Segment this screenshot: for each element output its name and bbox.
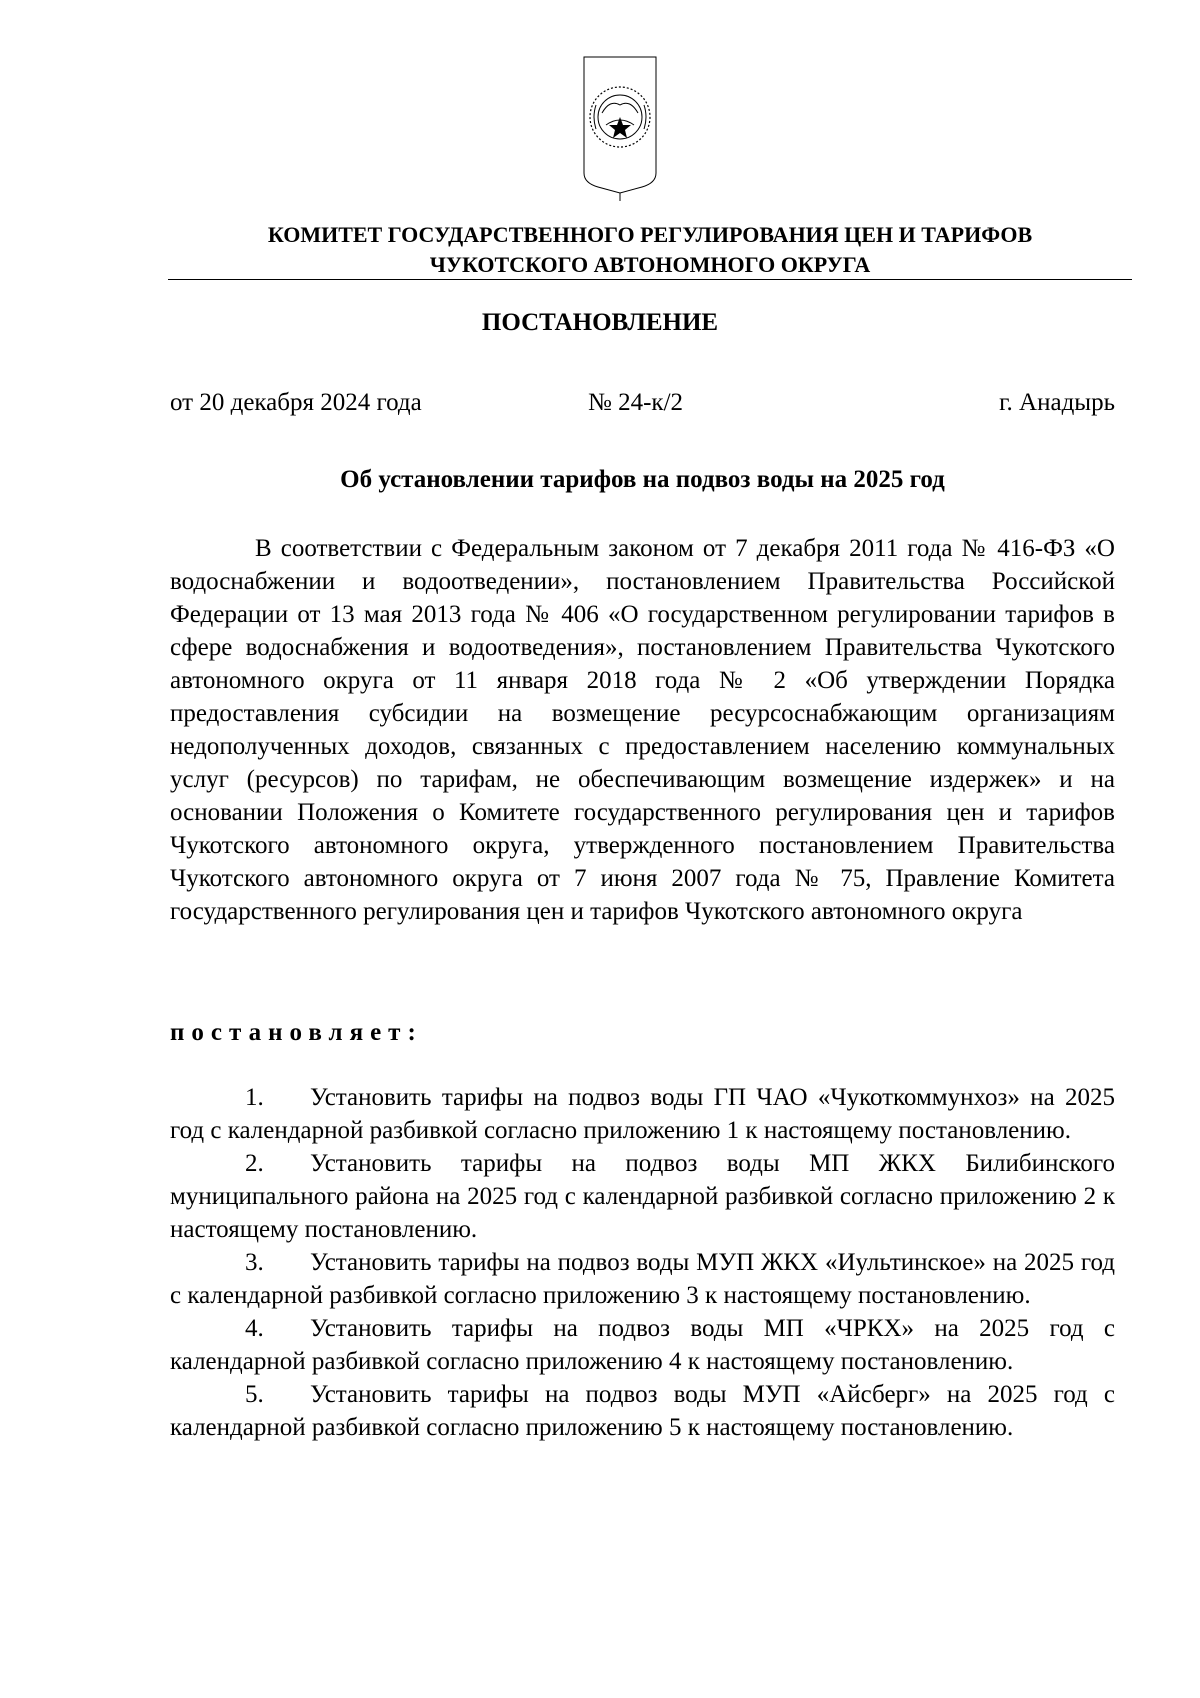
item-text: Установить тарифы на подвоз воды МУП «Айсберг» на 2025 год с календарной разбивкой согласно приложению 5 к настоящему постановлению. (170, 1381, 1115, 1441)
header-divider (168, 279, 1132, 280)
document-number: № 24-к/2 (588, 389, 684, 416)
decree-items-list (170, 1081, 1115, 1444)
document-type-title: ПОСТАНОВЛЕНИЕ (481, 309, 719, 336)
organization-name-line2: ЧУКОТСКОГО АВТОНОМНОГО ОКРУГА (429, 252, 871, 277)
document-date: от 20 декабря 2024 года (170, 389, 422, 416)
item-number: 1. (245, 1084, 264, 1111)
item-number: 4. (245, 1315, 264, 1342)
list-item (170, 1378, 1115, 1444)
item-text: Установить тарифы на подвоз воды МП «ЧРКХ» на 2025 год с календарной разбивкой согласно приложению 4 к настоящему постановлению. (170, 1315, 1115, 1375)
item-number: 2. (245, 1150, 264, 1177)
list-item (170, 1246, 1115, 1312)
preamble-paragraph: В соответствии с Федеральным законом от 7 декабря 2011 года № 416-ФЗ «О водоснабжении и водоотведении», постановлением Правительства Российской Федерации от 13 мая 2013 года № 406 «О государственном регулировании тарифов в сфере водоснабжения и водоотведения», постановлением Правительства Чукотского автономного округа от 11 января 2018 года № 2 «Об утверждении Порядка предоставления субсидии на возмещение ресурсоснабжающим организациям недополученных доходов, связанных с предоставлением населению коммунальных услуг (ресурсов) по тарифам, не обеспечивающим возмещение издержек» и на основании Положения о Комитете государственного регулирования цен и тарифов Чукотского автономного округа, утвержденного постановлением Правительства Чукотского автономного округа от 7 июня 2007 года № 75, Правление Комитета государственного регулирования цен и тарифов Чукотского автономного округа (170, 535, 1115, 925)
item-number: 5. (245, 1381, 264, 1408)
item-text: Установить тарифы на подвоз воды МП ЖКХ Билибинского муниципального района на 2025 год с календарной разбивкой согласно приложению 2 к настоящему постановлению. (170, 1150, 1115, 1243)
item-text: Установить тарифы на подвоз воды МУП ЖКХ «Иультинское» на 2025 год с календарной разбивкой согласно приложению 3 к настоящему постановлению. (170, 1249, 1115, 1309)
document-city: г. Анадырь (999, 389, 1115, 416)
list-item (170, 1147, 1115, 1246)
item-number: 3. (245, 1249, 264, 1276)
decree-word: постановляет: (170, 1019, 423, 1046)
organization-name (170, 220, 1130, 280)
item-text: Установить тарифы на подвоз воды ГП ЧАО «Чукоткоммунхоз» на 2025 год с календарной разбивкой согласно приложению 1 к настоящему постановлению. (170, 1084, 1115, 1144)
document-subject: Об установлении тарифов на подвоз воды на 2025 год (340, 466, 945, 493)
list-item (170, 1081, 1115, 1147)
coat-of-arms-emblem (580, 55, 660, 205)
organization-name-line1: КОМИТЕТ ГОСУДАРСТВЕННОГО РЕГУЛИРОВАНИЯ ЦЕН И ТАРИФОВ (267, 222, 1033, 247)
list-item (170, 1312, 1115, 1378)
